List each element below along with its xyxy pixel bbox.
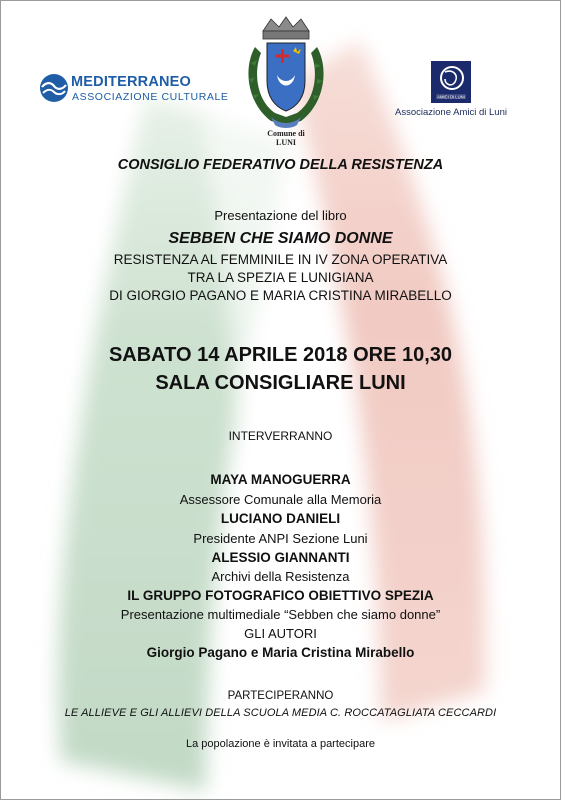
book-intro: Presentazione del libro	[214, 208, 347, 223]
speaker-role: Archivi della Resistenza	[211, 569, 350, 584]
crest-label	[241, 129, 331, 147]
book-subtitle-line-3: DI GIORGIO PAGANO E MARIA CRISTINA MIRABELLO	[109, 288, 452, 303]
book-title: SEBBEN CHE SIAMO DONNE	[168, 230, 393, 247]
speaker-role: Assessore Comunale alla Memoria	[179, 492, 382, 507]
logo-right-badge-text: AMICI DI LUNI	[437, 94, 465, 100]
speakers-heading: INTERVERRANNO	[228, 429, 333, 443]
book-subtitle-line-1: RESISTENZA AL FEMMINILE IN IV ZONA OPERATIVA	[113, 252, 448, 267]
event-venue: SALA CONSIGLIARE LUNI	[155, 372, 406, 394]
speaker-name: GLI AUTORI	[244, 626, 317, 641]
crest-label-line1: Comune di	[267, 129, 305, 138]
event-date-time: SABATO 14 APRILE 2018 ORE 10,30	[108, 344, 453, 366]
speaker-role: Giorgio Pagano e Maria Cristina Mirabello	[146, 645, 415, 660]
participants-heading: PARTECIPERANNO	[227, 690, 334, 702]
logo-right-caption: Associazione Amici di Luni	[395, 107, 507, 118]
speaker-name: ALESSIO GIANNANTI	[211, 550, 350, 565]
wave-circle-icon	[39, 73, 69, 103]
speaker-name: MAYA MANOGUERRA	[210, 472, 351, 487]
crest-label-line2: LUNI	[275, 138, 296, 147]
logo-left-subtitle: ASSOCIAZIONE CULTURALE	[72, 91, 229, 103]
speaker-name: LUCIANO DANIELI	[220, 511, 341, 526]
organizer-heading: CONSIGLIO FEDERATIVO DELLA RESISTENZA	[117, 157, 444, 173]
speaker-role: Presentazione multimediale “Sebben che siamo donne”	[120, 607, 441, 622]
logo-left-name: MEDITERRANEO	[71, 74, 192, 90]
amici-di-luni-logo-icon	[431, 61, 471, 103]
speaker-name: IL GRUPPO FOTOGRAFICO OBIETTIVO SPEZIA	[127, 588, 434, 603]
speaker-role: Presidente ANPI Sezione Luni	[193, 531, 368, 546]
participants-school: LE ALLIEVE E GLI ALLIEVI DELLA SCUOLA MEDIA C. ROCCATAGLIATA CECCARDI	[64, 707, 497, 719]
mediterraneo-logo	[39, 73, 229, 105]
comune-di-luni-crest-icon	[241, 13, 331, 135]
footer-note: La popolazione è invitata a partecipare	[186, 738, 375, 750]
book-subtitle-line-2: TRA LA SPEZIA E LUNIGIANA	[187, 270, 374, 285]
